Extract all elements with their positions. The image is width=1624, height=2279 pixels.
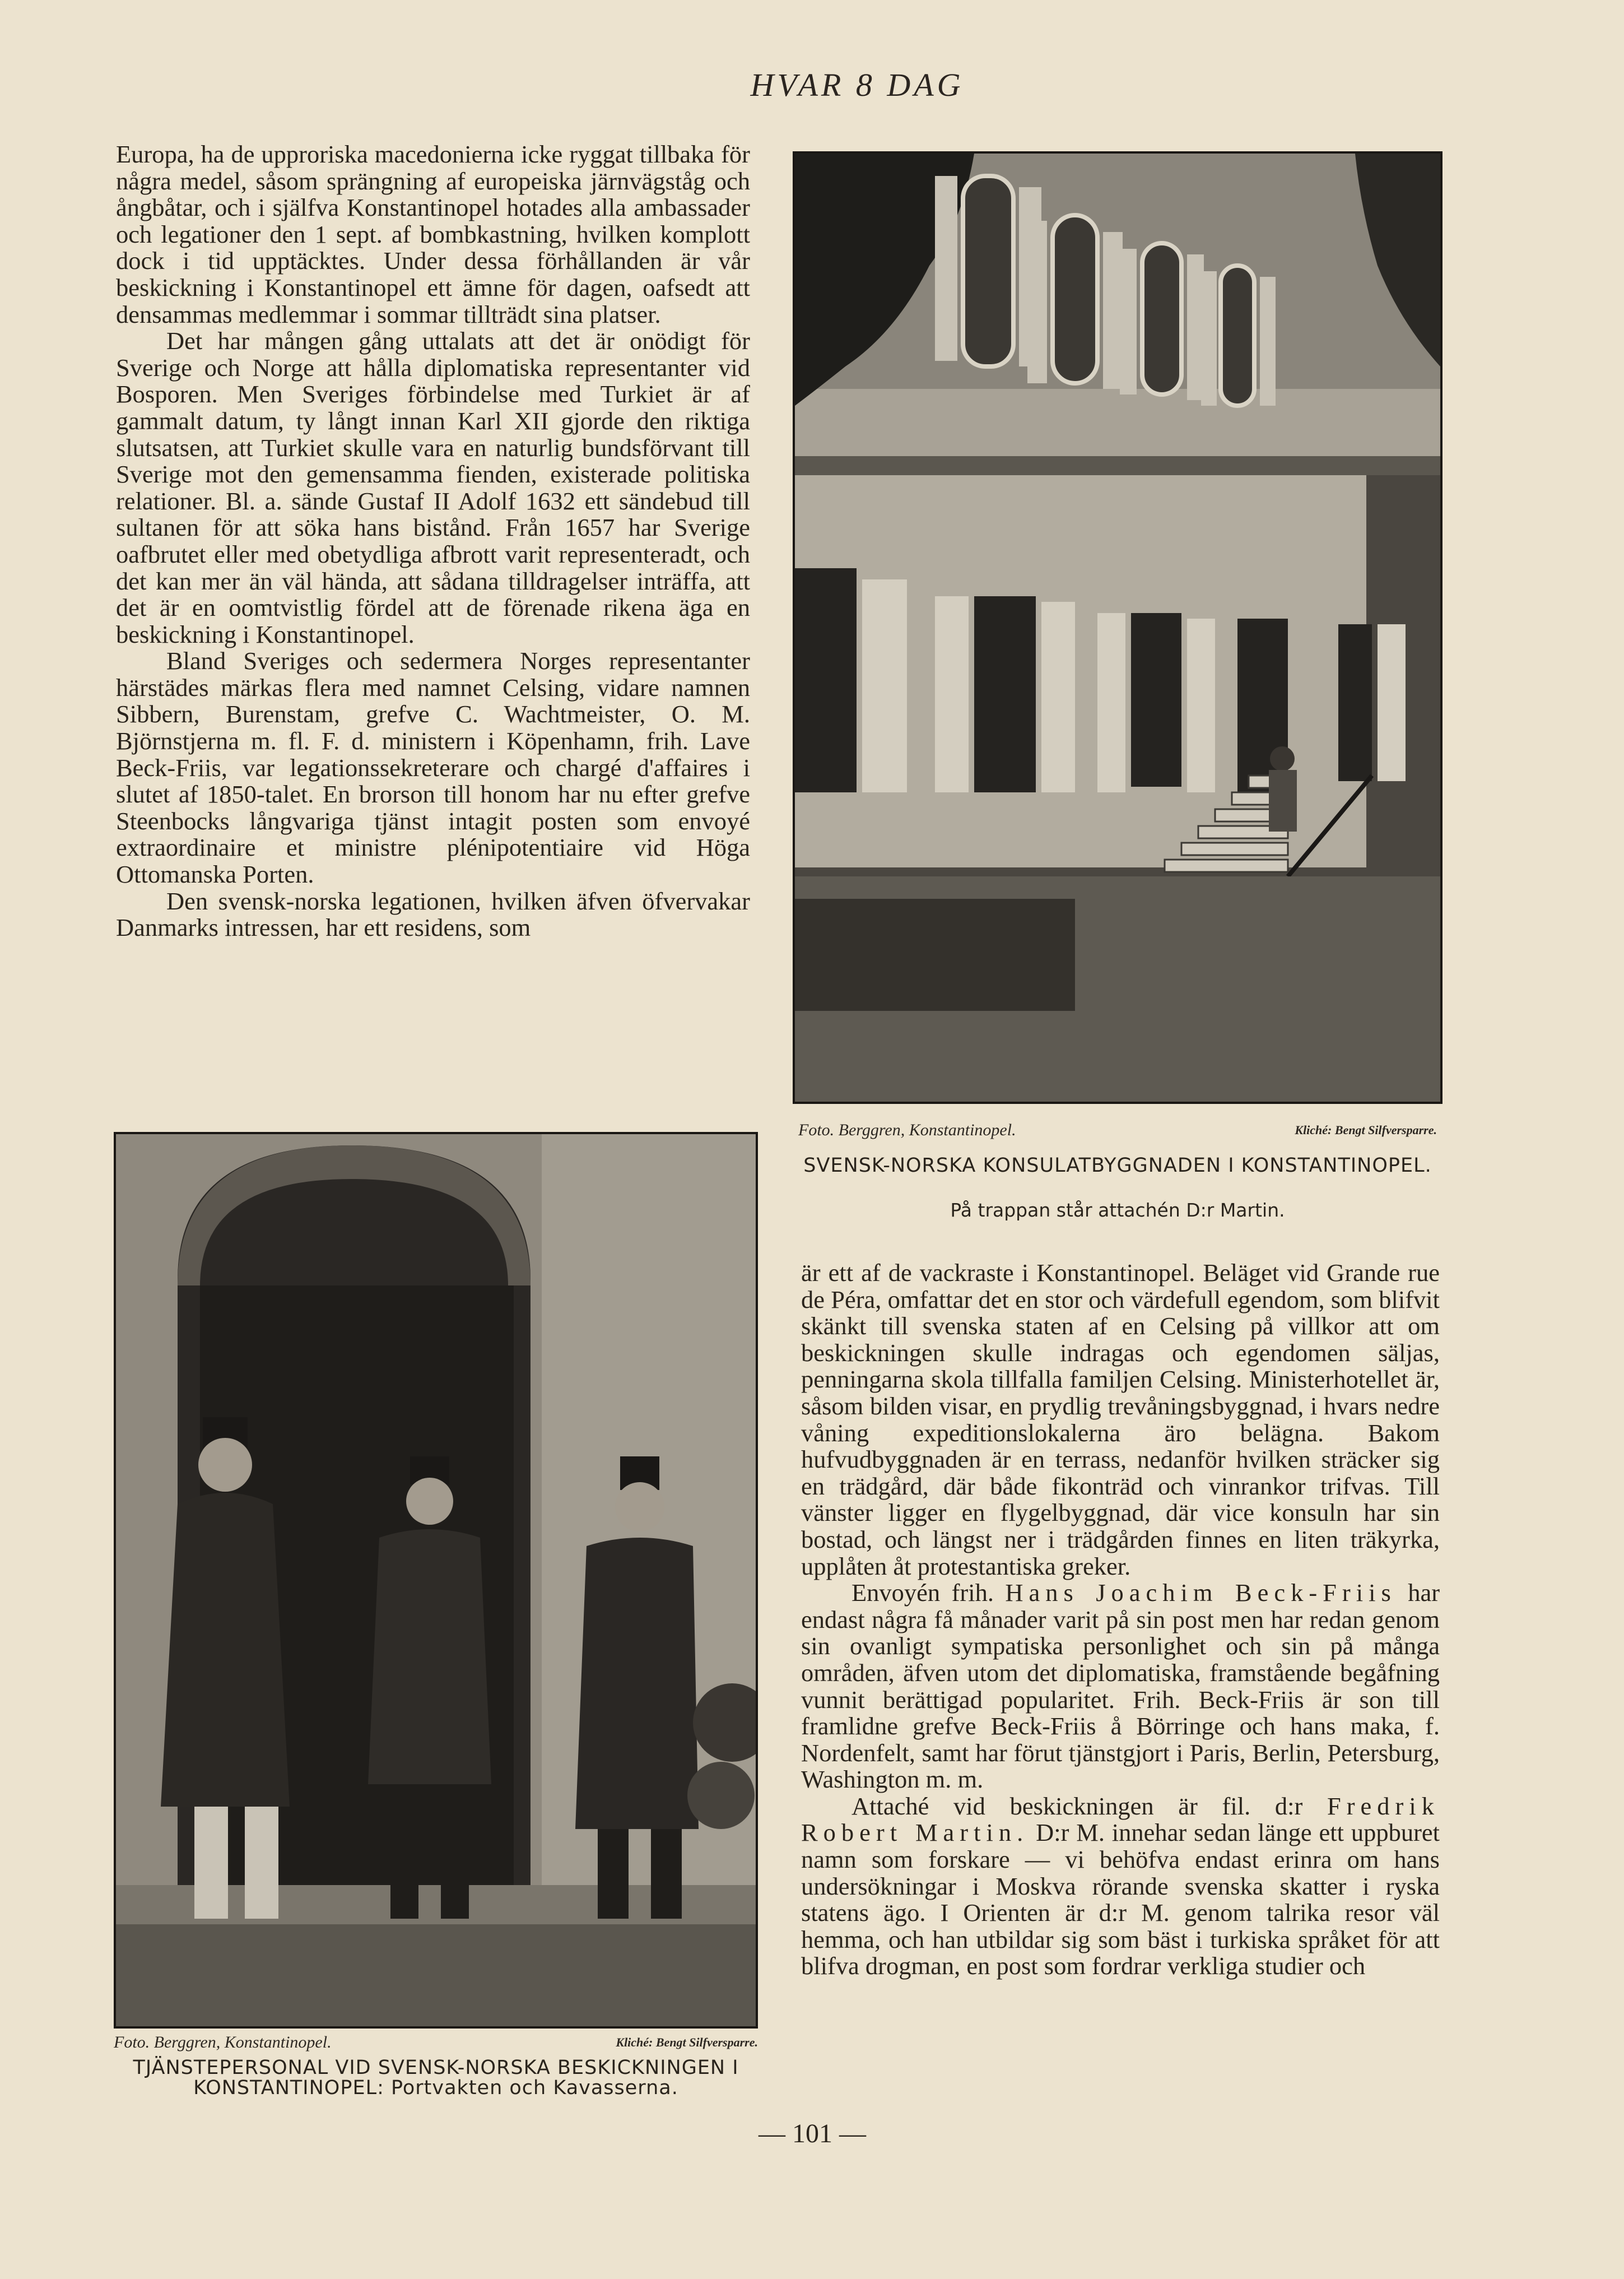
photo-caption-title-bottom: [114, 2058, 758, 2098]
staff-photo: [114, 1132, 758, 2029]
caption-title-suffix: Portvakten och Kavasserna.: [391, 2077, 678, 2099]
kliche-credit: Kliché: Bengt Silfversparre.: [1295, 1123, 1437, 1137]
kliche-credit: Kliché: Bengt Silfversparre.: [616, 2035, 758, 2049]
photo-caption-sub-top: På trappan står attachén D:r Martin.: [950, 1199, 1285, 1221]
photo-credit-top: [798, 1121, 1437, 1140]
paragraph: [801, 1580, 1440, 1793]
paragraph-text: D:r M. innehar sedan länge ett uppburet namn som forskare — vi behöfva endast erinra om hans undersökningar i Moskva rörande svenska skatter i ryska statens ägo. I Orienten är d:r M. genom talrika resor väl hemma, och han utbildar sig som bäst i turkiska språket för att blifva drogman, en post som fordrar verkliga studier och: [801, 1818, 1440, 1980]
left-article-column: [116, 141, 750, 941]
paragraph: är ett af de vackraste i Konstantinopel. Beläget vid Grande rue de Péra, omfattar det en stor och värdefull egendom, som blifvit skänkt till svenska staten af en Celsing på villkor att om beskickningen skulle indragas och egendomen säljas, penningarna skola tillfalla familjen Celsing. Ministerhotellet är, såsom bilden visar, en prydlig trevåningsbyggnad, i hvars nedre våning expeditionslokalerna äro belägna. Bakom hufvudbyggnaden är en terrass, nedanför hvilken sträcker sig en trädgård, där både fikonträd och vinrankor trifvas. Till vänster ligger en flygelbyggnad, där vice konsuln har sin bostad, och längst ner i trädgården finnes en liten träkyrka, upplåten åt protestantiska greker.: [801, 1259, 1440, 1580]
caption-title-text: TJÄNSTEPERSONAL VID SVENSK-NORSKA BESKICKNINGEN I KONSTANTINOPEL:: [133, 2057, 739, 2099]
paragraph-text: har endast några få månader varit på sin post men har redan genom sin ovanligt sympatiska personlighet och sin på många områden, äfven utom det diplomatiska, framstående begåfning vunnit berättigad popularitet. Frih. Beck-Friis är son till framlidne grefve Beck-Friis å Börringe och hans maka, f. Nordenfelt, samt har förut tjänstgjort i Paris, Berlin, Petersburg, Washington m. m.: [801, 1579, 1440, 1794]
staff-illustration: [116, 1134, 756, 2026]
paragraph: Det har mången gång uttalats att det är onödigt för Sverige och Norge att hålla diplomatiska representanter vid Bosporen. Men Sveriges förbindelse med Turkiet är af gammalt datum, ty långt innan Karl XII gjorde den riktiga slutsatsen, att Turkiet skulle vara en naturlig bundsförvant till Sverige mot den gemensamma fienden, existerade politiska relationer. Bl. a. sände Gustaf II Adolf 1632 ett sändebud till sultanen för att söka hans bistånd. Från 1657 har Sverige oafbrutet eller med obetydliga afbrott varit representeradt, och det kan mer än väl hända, att sådana tilldragelser inträffa, att det är en oomtvistlig fördel att de förenade rikena äga en beskickning i Konstantinopel.: [116, 327, 750, 648]
paragraph-text: Envoyén frih.: [851, 1579, 994, 1607]
paragraph: Den svensk-norska legationen, hvilken äfven öfvervakar Danmarks intressen, har ett residens, som: [116, 886, 750, 942]
person-name: Fredrik Robert Martin.: [801, 1791, 1440, 1847]
photo-caption-title-top: SVENSK-NORSKA KONSULATBYGGNADEN I KONSTANTINOPEL.: [803, 1154, 1432, 1177]
person-name: Hans Joachim Beck-Friis: [1005, 1579, 1397, 1607]
page-header: HVAR 8 DAG: [750, 67, 964, 103]
paragraph-text: Attaché vid beskickningen är fil. d:r: [851, 1791, 1303, 1820]
consulate-building-illustration: [795, 154, 1440, 1102]
paragraph: Bland Sveriges och sedermera Norges representanter härstädes märkas flera med namnet Celsing, vidare namnen Sibbern, Burenstam, grefve C. Wachtmeister, O. M. Björnstjerna m. fl. F. d. ministern i Köpenhamn, frih. Lave Beck-Friis, var legationssekreterare och chargé d'affaires i slutet af 1850-talet. En brorson till honom har nu efter grefve Steenbocks långvariga tjänst intagit posten som envoyé extraordinaire et ministre plénipotentiaire vid Höga Ottomanska Porten.: [116, 647, 750, 889]
consulate-building-photo: [793, 151, 1442, 1104]
paragraph: [801, 1793, 1440, 1980]
paragraph: Europa, ha de upproriska macedonierna icke ryggat tillbaka för några medel, såsom sprängning af europeiska järnvägståg och ångbåtar, och i själfva Konstantinopel hotades alla ambassader och legationer den 1 sept. af bombkastning, hvilken komplott dock i tid upptäcktes. Under dessa förhållanden är vår beskickning i Konstantinopel ett ämne för dagen, oafsedt att densammas medlemmar i sommar tillträdt sina platser.: [116, 140, 750, 328]
photo-credit-text: Foto. Berggren, Konstantinopel.: [114, 2033, 332, 2051]
right-article-column: [801, 1260, 1440, 1980]
photo-credit-bottom: [114, 2033, 758, 2052]
page-number: — 101 —: [759, 2119, 866, 2148]
photo-credit-text: Foto. Berggren, Konstantinopel.: [798, 1121, 1016, 1139]
